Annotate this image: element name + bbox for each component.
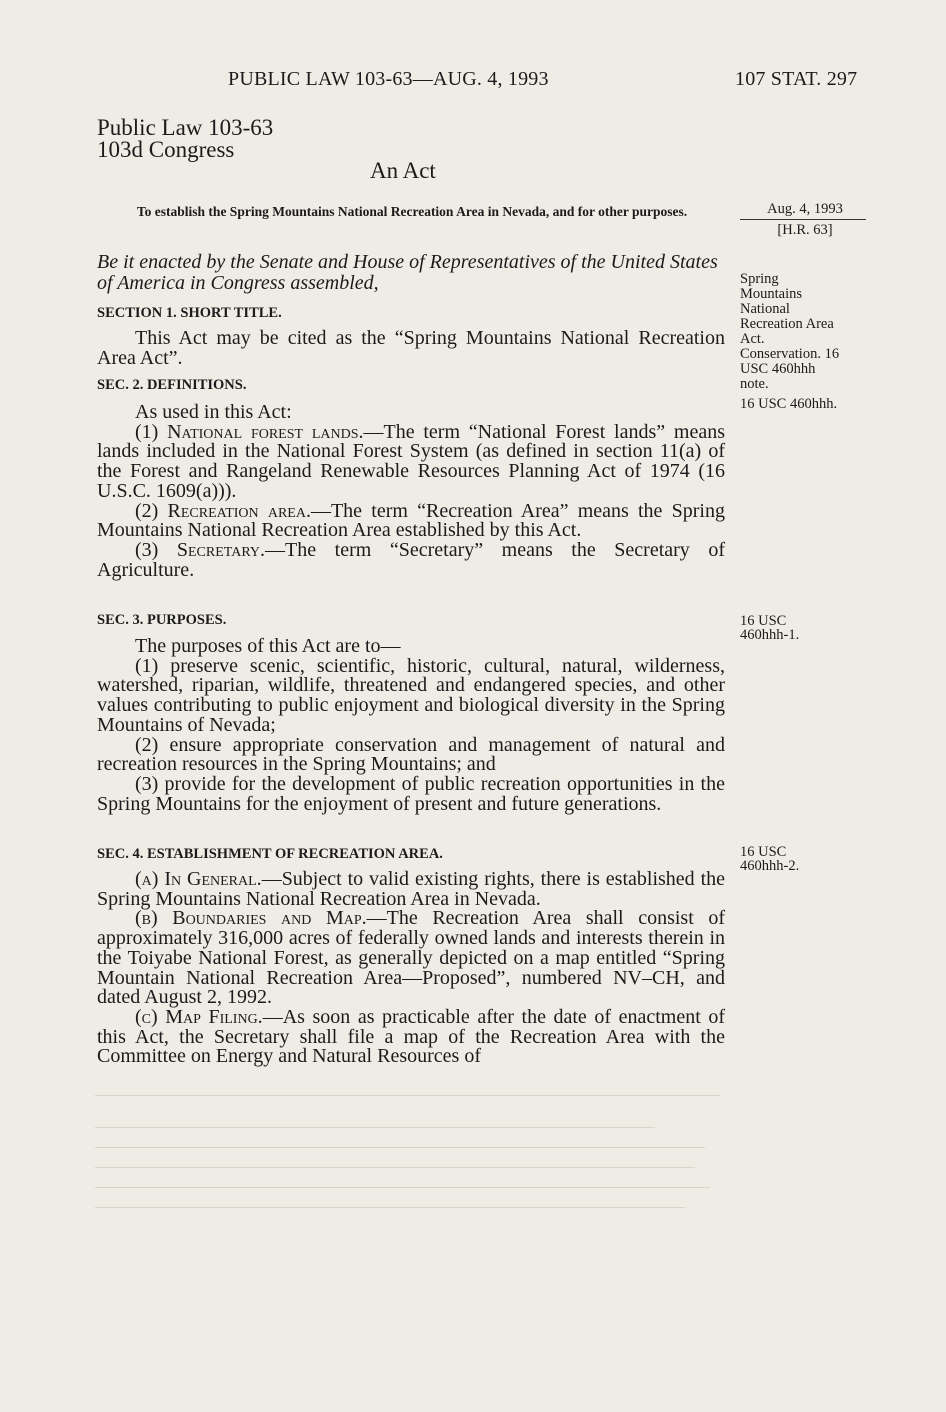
bleed-through-line <box>95 1127 655 1128</box>
definitions-intro: As used in this Act: <box>135 401 292 423</box>
page-header-center: PUBLIC LAW 103-63—AUG. 4, 1993 <box>228 68 549 90</box>
bleed-through-line <box>95 1095 720 1096</box>
definition-1-label: (1) National forest lands. <box>135 420 364 443</box>
definition-3-text: —The term “Secretary” means the Secretary of Agriculture. <box>97 538 725 581</box>
section-4-heading: SEC. 4. ESTABLISHMENT OF RECREATION AREA. <box>97 846 443 862</box>
margin-note-establishment-2: 460hhh-2. <box>740 858 800 874</box>
margin-date-rule <box>740 219 866 220</box>
subsection-b-label: (b) Boundaries and Map. <box>135 907 367 930</box>
bleed-through-line <box>95 1187 710 1188</box>
short-title-paragraph: This Act may be cited as the “Spring Mountains National Recreation Area Act”. <box>97 327 725 369</box>
margin-note-definitions: 16 USC 460hhh. <box>740 396 838 412</box>
purpose-1: (1) preserve scenic, scientific, historic, cultural, natural, wilderness, watershed, riparian, wildlife, threatened and endangered species, and other values contributing to public enjoyment and biological diversity in the Spring Mountains of Nevada; <box>97 654 725 736</box>
public-law-number: Public Law 103-63 <box>97 115 274 140</box>
enacting-clause: Be it enacted by the Senate and House of Representatives of the United States of America in Congress assembled, <box>97 251 718 294</box>
bleed-through-line <box>95 1147 705 1148</box>
margin-note-short-title: Spring Mountains National Recreation Area Act. Conservation. 16 USC 460hhh note. <box>740 271 840 392</box>
section-3-heading: SEC. 3. PURPOSES. <box>97 612 227 628</box>
definition-3 <box>97 538 725 581</box>
subsection-c-label: (c) Map Filing. <box>135 1005 263 1028</box>
act-purpose: To establish the Spring Mountains National Recreation Area in Nevada, and for other purposes. <box>136 204 688 219</box>
page-header-right: 107 STAT. 297 <box>735 68 858 90</box>
section-2-body <box>97 403 725 580</box>
subsection-a <box>97 870 725 909</box>
section-1-heading: SECTION 1. SHORT TITLE. <box>97 305 282 321</box>
bleed-through-line <box>95 1207 685 1208</box>
purposes-intro: The purposes of this Act are to— <box>135 635 401 657</box>
margin-date: Aug. 4, 1993 <box>767 201 843 217</box>
act-heading: An Act <box>370 158 436 183</box>
bleed-through-line <box>95 1167 695 1168</box>
definition-1 <box>97 420 725 502</box>
congress-number: 103d Congress <box>97 137 235 162</box>
purpose-2: (2) ensure appropriate conservation and management of natural and recreation resources in the Spring Mountains; and <box>97 733 725 776</box>
subsection-c-text: —As soon as practicable after the date of enactment of this Act, the Secretary shall file a map of the Recreation Area with the Committee on Energy and Natural Resources of <box>97 1005 725 1068</box>
margin-note-establishment-1: 16 USC <box>740 844 787 860</box>
section-3-body <box>97 637 725 814</box>
section-1-text <box>97 329 725 368</box>
subsection-b <box>97 909 725 1008</box>
section-2-heading: SEC. 2. DEFINITIONS. <box>97 377 247 393</box>
definition-2 <box>97 499 725 542</box>
definition-2-label: (2) Recreation area. <box>135 499 311 522</box>
definition-2-text: —The term “Recreation Area” means the Spring Mountains National Recreation Area established by this Act. <box>97 499 725 542</box>
purpose-3: (3) provide for the development of public recreation opportunities in the Spring Mountains for the enjoyment of present and future generations. <box>97 772 725 815</box>
margin-note-purposes-1: 16 USC <box>740 613 787 629</box>
section-4-body <box>97 870 725 1067</box>
subsection-c <box>97 1005 725 1068</box>
subsection-a-text: —Subject to valid existing rights, there is established the Spring Mountains National Recreation Area in Nevada. <box>97 868 725 910</box>
subsection-b-text: —The Recreation Area shall consist of approximately 316,000 acres of federally owned lands and interests therein in the Toiyabe National Forest, as generally depicted on a map entitled “Spring Mountain National Recreation Area—Proposed”, numbered NV–CH, and dated August 2, 1992. <box>97 907 725 1009</box>
margin-note-purposes-2: 460hhh-1. <box>740 627 800 643</box>
definition-1-text: —The term “National Forest lands” means lands included in the National Forest System (as defined in section 11(a) of the Forest and Rangeland Renewable Resources Planning Act of 1974 (16 U.S.C. 1609(a))). <box>97 420 725 502</box>
subsection-a-label: (a) In General. <box>135 868 262 890</box>
definition-3-label: (3) Secretary. <box>135 538 265 561</box>
margin-bill-number: [H.R. 63] <box>777 222 833 238</box>
